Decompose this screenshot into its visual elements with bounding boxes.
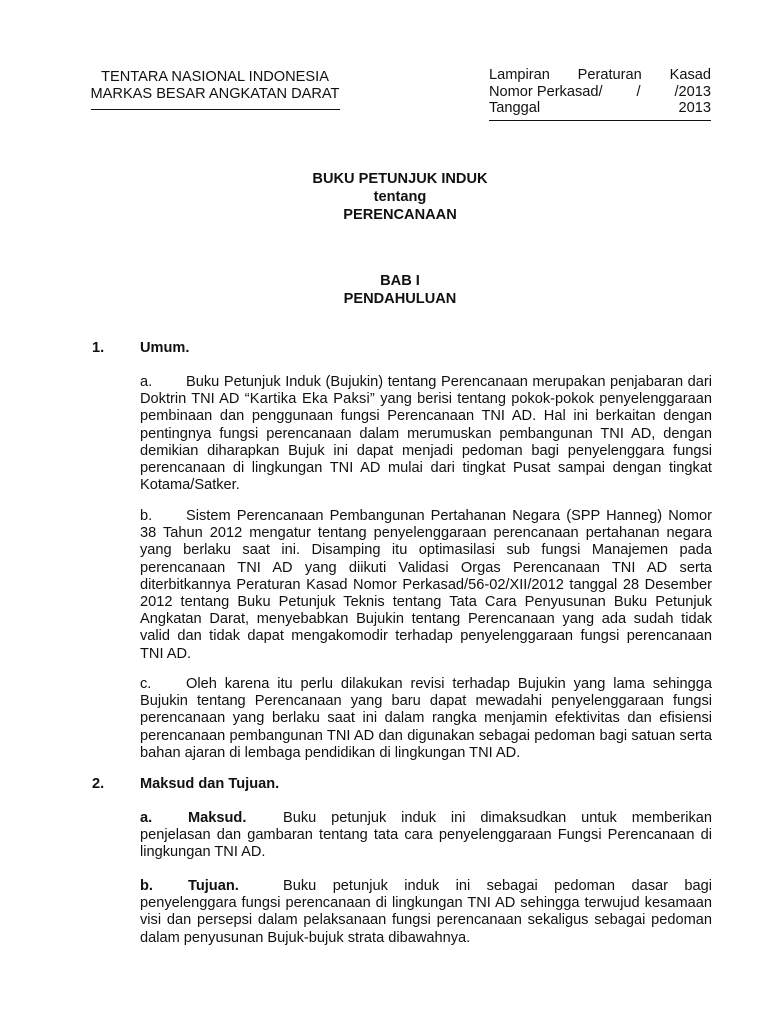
paragraph-label: b. [140, 878, 153, 894]
org-line-1: TENTARA NASIONAL INDONESIA [101, 69, 329, 85]
paragraph-1a [140, 374, 712, 494]
ref-row-lampiran [489, 67, 711, 84]
ref-value: 2013 [678, 100, 711, 116]
paragraph-text: Sistem Perencanaan Pembangunan Pertahanan Negara (SPP Hanneg) Nomor 38 Tahun 2012 mengatur tentang penyelenggaraan perencanaan pertahanan negara yang berlaku saat ini. Disamping itu optimasilasi sub fungsi Manajemen pada perencanaan TNI AD yang diikuti Validasi Orgas Perencanaan TNI AD serta diterbitkannya Peraturan Kasad Nomor Perkasad/56-02/XII/2012 tanggal 28 Desember 2012 tentang Buku Petunjuk Teknis tentang Tata Cara Penyusunan Buku Petunjuk Angkatan Darat, menyebabkan Bujukin tentang Perencanaan yang ada sudah tidak valid dan tidak dapat mengakomodir terhadap penyelenggaraan fungsi perencanaan TNI AD. [140, 508, 712, 662]
title-line-3: PERENCANAAN [343, 207, 457, 223]
paragraph-label: a. [140, 374, 153, 390]
ref-mid: / [636, 83, 641, 100]
title-line-1: BUKU PETUNJUK INDUK [312, 171, 488, 187]
reference-underline [489, 120, 711, 121]
ref-value: Kasad [669, 67, 711, 83]
paragraph-text: yang berisi tentang pokok-pokok penyelenggaraan pembinaan dan penggunaan fungsi Perencanaan TNI AD. Hal ini berkaitan dengan pentingnya fungsi perencanaan dalam merumuskan pembangunan TNI AD, dengan demikian diharapkan Bujuk ini dapat menjadi pedoman bagi penyelenggara fungsi perencanaan di lingkungan TNI AD mulai dari tingkat Pusat sampai dengan tingkat Kotama/Satker. [140, 391, 712, 494]
chapter-number: BAB I [380, 273, 420, 289]
chapter-title [0, 272, 768, 308]
paragraph-text: Buku Petunjuk Induk (Bujukin) tentang Perencanaan merupakan penjabaran dari Doktrin TNI AD [140, 374, 712, 408]
ref-row-tanggal [489, 100, 711, 117]
section-title: Umum. [140, 340, 190, 356]
ref-mid: Peraturan [577, 67, 642, 83]
org-underline [91, 109, 340, 110]
paragraph-text: Buku petunjuk induk ini sebagai pedoman dasar bagi penyelenggara fungsi perencanaan di lingkungan TNI AD sehingga terwujud kesamaan visi dan persepsi dalam pelaksanaan fungsi perencanaan sekaligus sebagai pedoman dalam penyusunan Bujuk-bujuk strata dibawahnya. [140, 878, 712, 946]
section-number: 2. [92, 776, 105, 792]
title-line-2: tentang [373, 189, 427, 205]
ref-label: Lampiran [489, 67, 550, 83]
section-title: Maksud dan Tujuan. [140, 776, 280, 792]
ref-label: Nomor Perkasad/ [489, 83, 603, 100]
paragraph-label: c. [140, 676, 152, 692]
paragraph-2a [140, 810, 712, 862]
paragraph-keyword: Maksud. [188, 810, 247, 826]
document-title [0, 170, 768, 224]
section-2-heading [92, 776, 279, 792]
org-line-2: MARKAS BESAR ANGKATAN DARAT [90, 86, 340, 102]
ref-row-nomor [489, 84, 711, 101]
chapter-name: PENDAHULUAN [343, 291, 457, 307]
reference-block [489, 67, 711, 117]
organization-header [80, 69, 350, 103]
paragraph-quote: “Kartika Eka Paksi” [244, 391, 375, 408]
paragraph-2b [140, 878, 712, 947]
section-1-heading [92, 340, 189, 356]
paragraph-1c [140, 676, 712, 762]
paragraph-1b [140, 508, 712, 663]
paragraph-label: a. [140, 810, 153, 826]
paragraph-keyword: Tujuan. [188, 878, 239, 894]
paragraph-label: b. [140, 508, 153, 524]
ref-label: Tanggal [489, 100, 541, 116]
paragraph-text: Oleh karena itu perlu dilakukan revisi terhadap Bujukin yang lama sehingga Bujukin tentang Perencanaan yang baru dapat mewadahi penyelenggaraan fungsi perencanaan yang berlaku saat ini dalam rangka menjamin efektivitas dan efisiensi perencanaan pembangunan TNI AD dan digunakan sebagai pedoman bagi satuan serta bahan ajaran di lembaga pendidikan di lingkungan TNI AD. [140, 676, 712, 761]
ref-value: /2013 [674, 83, 711, 100]
section-number: 1. [92, 340, 105, 356]
paragraph-text: Buku petunjuk induk ini dimaksudkan untuk memberikan penjelasan dan gambaran tentang tata cara penyelenggaraan Fungsi Perencanaan di lingkungan TNI AD. [140, 810, 712, 861]
